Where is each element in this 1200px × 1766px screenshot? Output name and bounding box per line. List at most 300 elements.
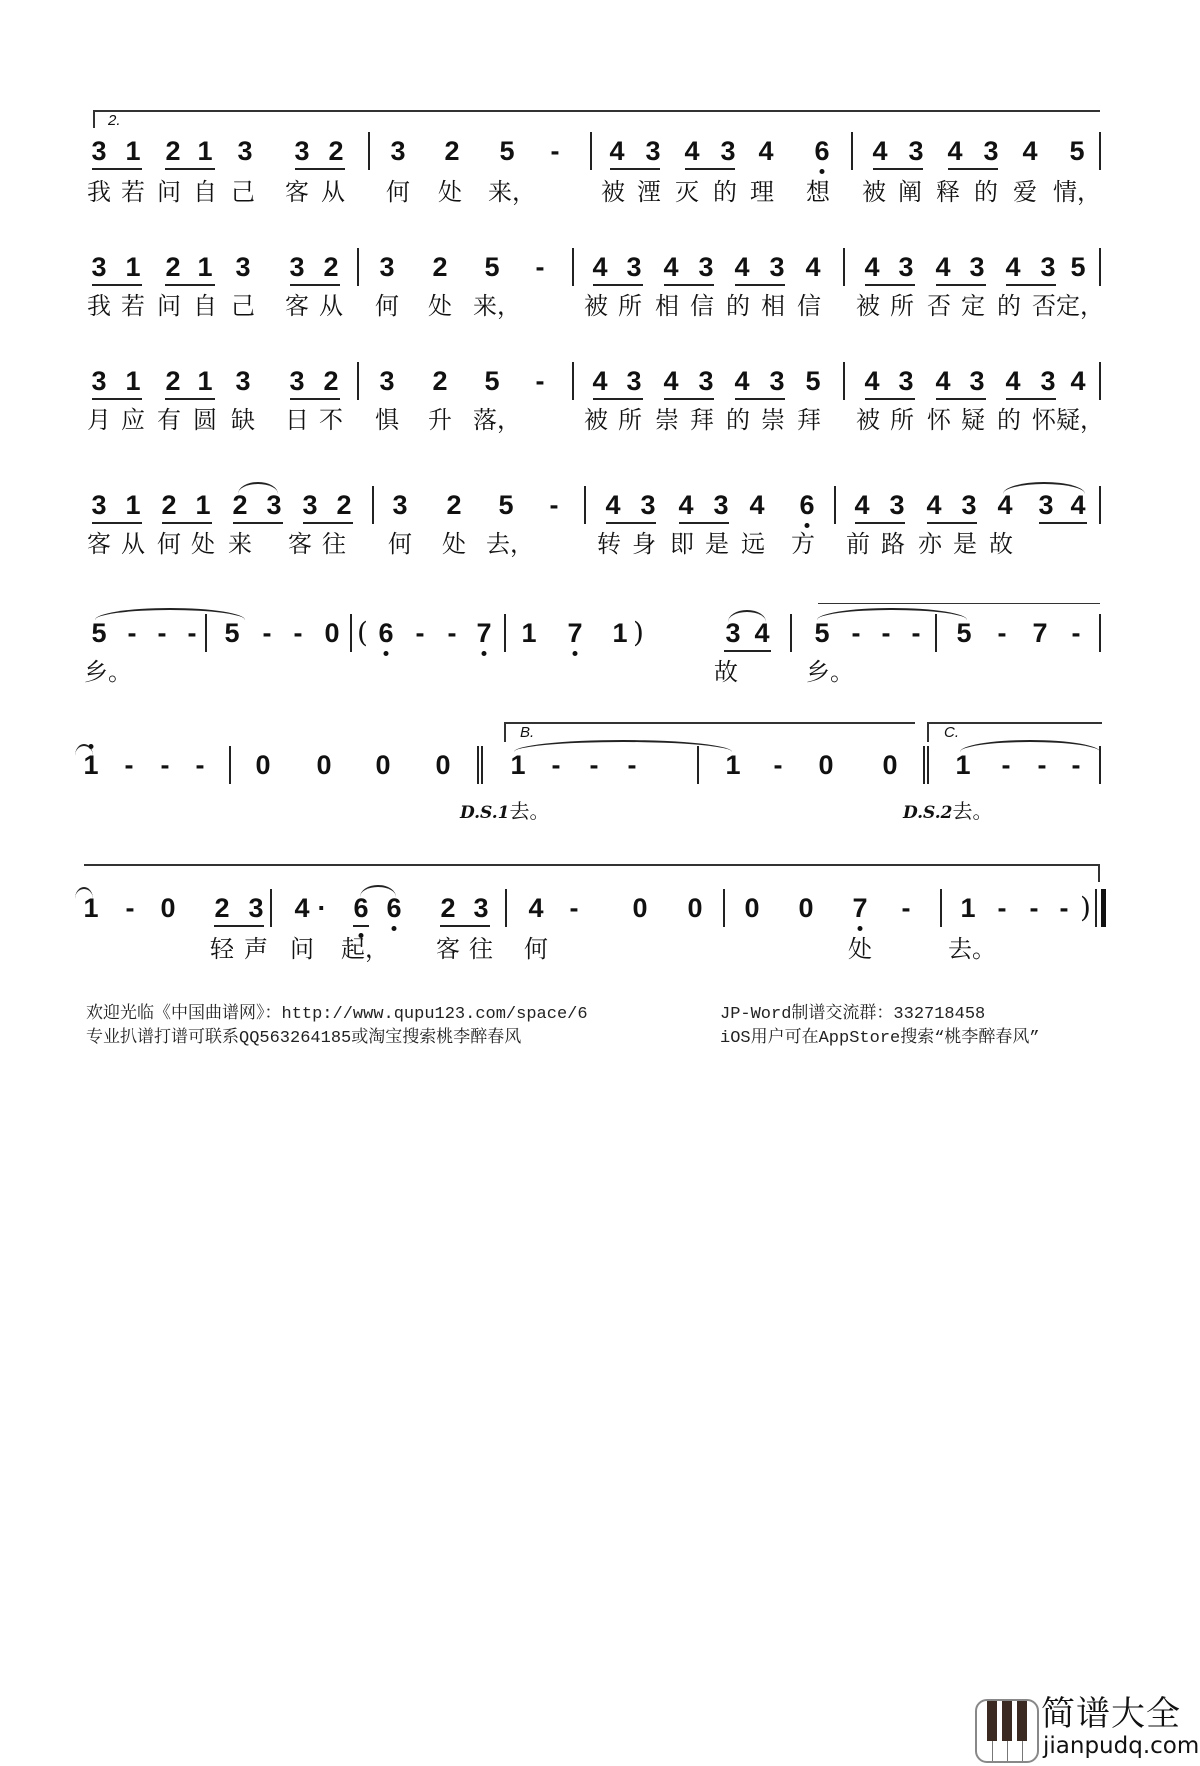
lyric: 己 (231, 292, 255, 320)
lyric: 处 (848, 935, 872, 963)
beam-underline (165, 398, 215, 400)
lyric: 转 (597, 530, 621, 558)
note: 1 (125, 490, 141, 520)
note: 0 (316, 750, 332, 780)
note: 3 (969, 252, 985, 282)
note: 0 (798, 893, 814, 923)
beam-underline (593, 284, 643, 286)
note: 4 (605, 490, 621, 520)
note: 3 (91, 136, 107, 166)
beam-underline (303, 522, 353, 524)
note: 1 (955, 750, 971, 780)
lyric: 圆 (193, 406, 217, 434)
lyric: 疑， (1056, 406, 1104, 434)
note: 3 (720, 136, 736, 166)
ds1-marking: D.S.1去。 (460, 799, 550, 823)
barline (584, 486, 586, 524)
barline (843, 362, 845, 400)
note: 2 (336, 490, 352, 520)
volta-end-tick (1098, 864, 1100, 882)
note: 3 (983, 136, 999, 166)
dash: - (901, 893, 911, 923)
lyric: 问 (157, 178, 181, 206)
dash: - (569, 893, 579, 923)
low-octave-dot (573, 651, 578, 656)
beam-underline (610, 168, 660, 170)
note: 4 (749, 490, 765, 520)
note: 4 (935, 252, 951, 282)
lyric: 是 (705, 530, 729, 558)
note: 3 (390, 136, 406, 166)
note: 6 (814, 136, 830, 166)
beam-underline (295, 168, 345, 170)
note: 0 (324, 618, 340, 648)
lyric: 处 (442, 530, 466, 558)
lyric: 拜 (690, 406, 714, 434)
beam-underline (865, 398, 915, 400)
note: 4 (609, 136, 625, 166)
note: 1 (125, 252, 141, 282)
lyric: 客 (285, 292, 309, 320)
beam-underline (233, 522, 283, 524)
beam-underline (165, 284, 215, 286)
note: 3 (379, 252, 395, 282)
note: 4 (854, 490, 870, 520)
beam-underline (685, 168, 735, 170)
lyric: 自 (193, 178, 217, 206)
dash: - (550, 136, 560, 166)
lyric: 日 (285, 406, 309, 434)
note: 3 (302, 490, 318, 520)
note: 4 (592, 252, 608, 282)
lyric: 定 (961, 292, 985, 320)
lyric: 落， (473, 406, 521, 434)
barline (505, 889, 507, 927)
lyric: 处 (428, 292, 452, 320)
lyric: 从 (121, 530, 145, 558)
note: 4 (734, 252, 750, 282)
jianpudq-logo (975, 1694, 1200, 1761)
note: 1 (125, 366, 141, 396)
lyric: 有 (157, 406, 181, 434)
note: 5 (484, 366, 500, 396)
note: 2 (214, 893, 230, 923)
dash: - (415, 618, 425, 648)
lyric: 相 (655, 292, 679, 320)
dash: - (293, 618, 303, 648)
beam-underline (664, 284, 714, 286)
dash: - (773, 750, 783, 780)
beam-underline (927, 522, 977, 524)
lyric: 崇 (655, 406, 679, 434)
note: 3 (725, 618, 741, 648)
note: 4 (528, 893, 544, 923)
dash: - (124, 750, 134, 780)
note: 1 (521, 618, 537, 648)
lyric: 被 (601, 178, 625, 206)
lyric: 客 (285, 178, 309, 206)
lyric: 方 (791, 530, 815, 558)
note: 4 (754, 618, 770, 648)
dash: - (1059, 893, 1069, 923)
note: 7 (476, 618, 492, 648)
note: 3 (237, 136, 253, 166)
lyric: 的 (974, 178, 998, 206)
dash: - (262, 618, 272, 648)
open-paren: ( (357, 616, 368, 649)
lyric: 被 (862, 178, 886, 206)
note: 7 (852, 893, 868, 923)
lyric: 身 (632, 530, 656, 558)
note: 4 (663, 366, 679, 396)
volta-label-2: 2. (108, 112, 121, 129)
barline (935, 614, 937, 652)
barline (1099, 248, 1101, 286)
note: 7 (567, 618, 583, 648)
note: 3 (713, 490, 729, 520)
dash: - (125, 893, 135, 923)
volta-label-b: B. (520, 724, 535, 741)
beam-underline (214, 925, 264, 927)
lyric: 从 (319, 292, 343, 320)
lyric: 被 (584, 292, 608, 320)
barline (834, 486, 836, 524)
note: 3 (898, 252, 914, 282)
lyric: 信 (797, 292, 821, 320)
beam-underline (735, 284, 785, 286)
note: 4 (1070, 490, 1086, 520)
note: 3 (473, 893, 489, 923)
footer-site-welcome: 欢迎光临《中国曲谱网》：http://www.qupu123.com/space/6 (86, 1005, 588, 1024)
lyric: 湮 (637, 178, 661, 206)
note: 3 (289, 252, 305, 282)
barline (350, 614, 352, 652)
barline (372, 486, 374, 524)
barline (843, 248, 845, 286)
barline (1099, 132, 1101, 170)
note: 1 (510, 750, 526, 780)
lyric: 客 (436, 935, 460, 963)
double-barline (477, 746, 483, 784)
dash: - (195, 750, 205, 780)
note: 2 (432, 252, 448, 282)
beam-underline (865, 284, 915, 286)
lyric: 若 (121, 292, 145, 320)
note: 5 (805, 366, 821, 396)
beam-underline (92, 522, 142, 524)
low-octave-dot (820, 169, 825, 174)
logo-title: 简谱大全 (1041, 1694, 1181, 1734)
note: 3 (1038, 490, 1054, 520)
lyric: 往 (469, 935, 493, 963)
lyric: 亦 (918, 530, 942, 558)
dash: - (997, 893, 1007, 923)
note: 2 (328, 136, 344, 166)
barline (357, 248, 359, 286)
note: 1 (612, 618, 628, 648)
lyric: 路 (881, 530, 905, 558)
lyric: 被 (856, 406, 880, 434)
lyric: 何 (386, 178, 410, 206)
lyric: 我 (87, 292, 111, 320)
beam-underline (664, 398, 714, 400)
dash: - (1001, 750, 1011, 780)
dash: - (187, 618, 197, 648)
lyric: 升 (428, 406, 452, 434)
beam-underline (290, 284, 340, 286)
note: 6 (353, 893, 369, 923)
beam-underline (724, 650, 771, 652)
lyric: 被 (856, 292, 880, 320)
lyric: 信 (690, 292, 714, 320)
piano-keys-icon (975, 1699, 1039, 1763)
lyric: 从 (321, 178, 345, 206)
note: 4 (997, 490, 1013, 520)
lyric: 怀 (927, 406, 951, 434)
note: 3 (769, 252, 785, 282)
lyric: 来 (228, 530, 252, 558)
lyric: 故 (989, 530, 1013, 558)
lyric: 所 (890, 292, 914, 320)
lyric: 理 (750, 178, 774, 206)
lyric: 所 (618, 292, 642, 320)
volta-top-rule-final (84, 864, 1100, 866)
beam-underline (593, 398, 643, 400)
beam-underline (1006, 284, 1056, 286)
lyric: 定， (1056, 292, 1104, 320)
lyric: 所 (618, 406, 642, 434)
barline (205, 614, 207, 652)
dash: - (1037, 750, 1047, 780)
beam-underline (873, 168, 923, 170)
dash: - (1029, 893, 1039, 923)
note: 2 (440, 893, 456, 923)
ds2-marking: D.S.2去。 (903, 799, 993, 823)
note: 1 (197, 136, 213, 166)
note: 0 (255, 750, 271, 780)
note: 4 (947, 136, 963, 166)
barline (790, 614, 792, 652)
footer-group: JP-Word制谱交流群：332718458 (720, 1005, 986, 1024)
lyric: 自 (193, 292, 217, 320)
beam-underline (855, 522, 905, 524)
note: 0 (160, 893, 176, 923)
note: 4 (872, 136, 888, 166)
note: 3 (645, 136, 661, 166)
note: 4 (864, 252, 880, 282)
note: 2 (323, 366, 339, 396)
dash: - (157, 618, 167, 648)
note: 1 (83, 893, 99, 923)
dash: - (589, 750, 599, 780)
note: 2 (165, 252, 181, 282)
dash: - (911, 618, 921, 648)
dash: - (627, 750, 637, 780)
note: 2 (444, 136, 460, 166)
note: 3 (698, 252, 714, 282)
lyric: 的 (997, 292, 1021, 320)
note: 1 (725, 750, 741, 780)
note: 3 (379, 366, 395, 396)
footer-ios: iOS用户可在AppStore搜索“桃李醉春风” (720, 1029, 1040, 1048)
note: 3 (640, 490, 656, 520)
note: 3 (1040, 366, 1056, 396)
lyric: 乡。 (806, 658, 854, 686)
lyric: 声 (244, 935, 268, 963)
beam-underline (165, 168, 215, 170)
note: 3 (392, 490, 408, 520)
note: 3 (908, 136, 924, 166)
close-paren: ) (1080, 891, 1091, 924)
note: 4 (684, 136, 700, 166)
note: 4 (663, 252, 679, 282)
lyric: 相 (761, 292, 785, 320)
lyric: 去。 (948, 935, 996, 963)
note: 3 (898, 366, 914, 396)
note: 3 (889, 490, 905, 520)
note: 5 (814, 618, 830, 648)
note: 3 (961, 490, 977, 520)
note: 4 (864, 366, 880, 396)
lyric: 若 (121, 178, 145, 206)
note: 5 (1070, 252, 1086, 282)
beam-underline (290, 398, 340, 400)
lyric: 释 (936, 178, 960, 206)
note: 3 (248, 893, 264, 923)
lyric: 远 (741, 530, 765, 558)
note: 0 (882, 750, 898, 780)
lyric: 疑 (961, 406, 985, 434)
note: 2 (165, 366, 181, 396)
note: 4 (1022, 136, 1038, 166)
note: 1 (197, 252, 213, 282)
note: 2 (323, 252, 339, 282)
lyric: 拜 (797, 406, 821, 434)
note: 5 (499, 136, 515, 166)
barline (697, 746, 699, 784)
beam-underline (1006, 398, 1056, 400)
lyric: 想 (806, 178, 830, 206)
lyric: 客 (288, 530, 312, 558)
note: 2 (165, 136, 181, 166)
beam-underline (92, 284, 142, 286)
beam-underline (606, 522, 656, 524)
note: 3 (294, 136, 310, 166)
lyric: 起， (341, 935, 389, 963)
dash: - (1071, 750, 1081, 780)
barline (1099, 362, 1101, 400)
note: 6 (799, 490, 815, 520)
lyric: 何 (524, 935, 548, 963)
note: 6 (386, 893, 402, 923)
lyric: 的 (997, 406, 1021, 434)
lyric: 何 (388, 530, 412, 558)
lyric: 前 (846, 530, 870, 558)
lyric: 崇 (761, 406, 785, 434)
note: 5 (224, 618, 240, 648)
close-paren: ) (633, 616, 644, 649)
note: 0 (744, 893, 760, 923)
note: 3 (698, 366, 714, 396)
beam-underline (1039, 522, 1087, 524)
final-barline (1095, 889, 1105, 927)
note: 4 (805, 252, 821, 282)
slur (817, 608, 967, 620)
dash: - (160, 750, 170, 780)
note: 2 (446, 490, 462, 520)
barline (723, 889, 725, 927)
lyric: 否 (927, 292, 951, 320)
barline (357, 362, 359, 400)
lyric: 爱 (1013, 178, 1037, 206)
lyric: 不 (319, 406, 343, 434)
lyric: 否 (1032, 292, 1056, 320)
note: 2 (161, 490, 177, 520)
beam-underline (936, 284, 986, 286)
note: 5 (91, 618, 107, 648)
note: 3 (626, 252, 642, 282)
note: 5 (1069, 136, 1085, 166)
barline (270, 889, 272, 927)
beam-underline (936, 398, 986, 400)
note: 5 (498, 490, 514, 520)
lyric: 去， (486, 530, 534, 558)
note: 3 (1040, 252, 1056, 282)
note: 2 (432, 366, 448, 396)
dash: - (127, 618, 137, 648)
note: 3 (626, 366, 642, 396)
dash: - (551, 750, 561, 780)
slur (95, 608, 245, 620)
beam-underline (948, 168, 998, 170)
beam-underline (162, 522, 212, 524)
dash: - (535, 366, 545, 396)
note: 1 (195, 490, 211, 520)
note: 3 (769, 366, 785, 396)
note: 4 (935, 366, 951, 396)
note: 6 (378, 618, 394, 648)
lyric: 客 (87, 530, 111, 558)
lyric: 即 (670, 530, 694, 558)
barline (1099, 486, 1101, 524)
beam-underline (353, 925, 369, 927)
dash: - (535, 252, 545, 282)
lyric: 来， (473, 292, 521, 320)
lyric: 所 (890, 406, 914, 434)
lyric: 情， (1053, 178, 1101, 206)
dash: - (881, 618, 891, 648)
note: 4 (926, 490, 942, 520)
note: 4 (1005, 366, 1021, 396)
note: 0 (632, 893, 648, 923)
high-octave-dot (89, 744, 94, 749)
note: 0 (687, 893, 703, 923)
note: 3 (969, 366, 985, 396)
lyric: 我 (87, 178, 111, 206)
lyric: 怀 (1032, 406, 1056, 434)
barline (1099, 614, 1101, 652)
beam-underline (92, 168, 142, 170)
note: 4 (734, 366, 750, 396)
dash: - (447, 618, 457, 648)
aug-dot: · (317, 893, 327, 923)
low-octave-dot (805, 523, 810, 528)
lyric: 来， (488, 178, 536, 206)
dash: - (549, 490, 559, 520)
lyric: 被 (584, 406, 608, 434)
lyric: 故 (714, 658, 738, 686)
lyric: 问 (290, 935, 314, 963)
